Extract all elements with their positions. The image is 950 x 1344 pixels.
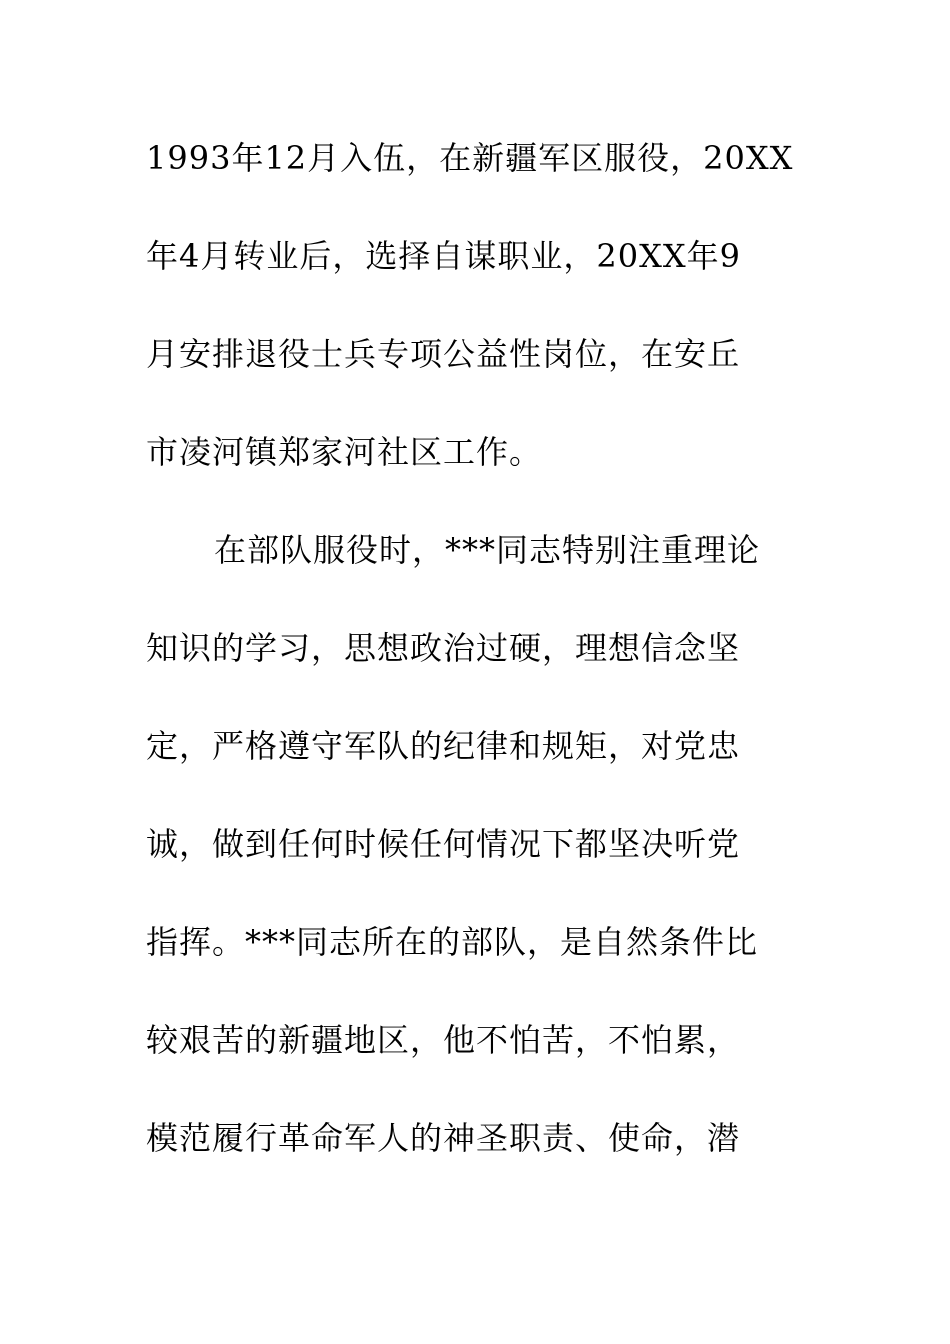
text-line: 市凌河镇郑家河社区工作。 [146, 433, 543, 471]
text-line: 1993年12月入伍，在新疆军区服役，20XX [146, 139, 794, 177]
document-body [146, 130, 806, 1208]
text-line: 年4月转业后，选择自谋职业，20XX年9 [146, 237, 742, 275]
text-line: 指挥。***同志所在的部队，是自然条件比 [146, 923, 759, 961]
text-line: 模范履行革命军人的神圣职责、使命，潜 [146, 1119, 741, 1157]
paragraph-first-line: 在部队服役时，***同志特别注重理论 [214, 531, 761, 569]
text-line: 知识的学习，思想政治过硬，理想信念坚 [146, 629, 741, 667]
text-line: 月安排退役士兵专项公益性岗位，在安丘 [146, 335, 741, 373]
text-line: 诚，做到任何时候任何情况下都坚决听党 [146, 825, 741, 863]
text-line: 较艰苦的新疆地区，他不怕苦，不怕累， [146, 1021, 741, 1059]
text-line: 定，严格遵守军队的纪律和规矩，对党忠 [146, 727, 741, 765]
